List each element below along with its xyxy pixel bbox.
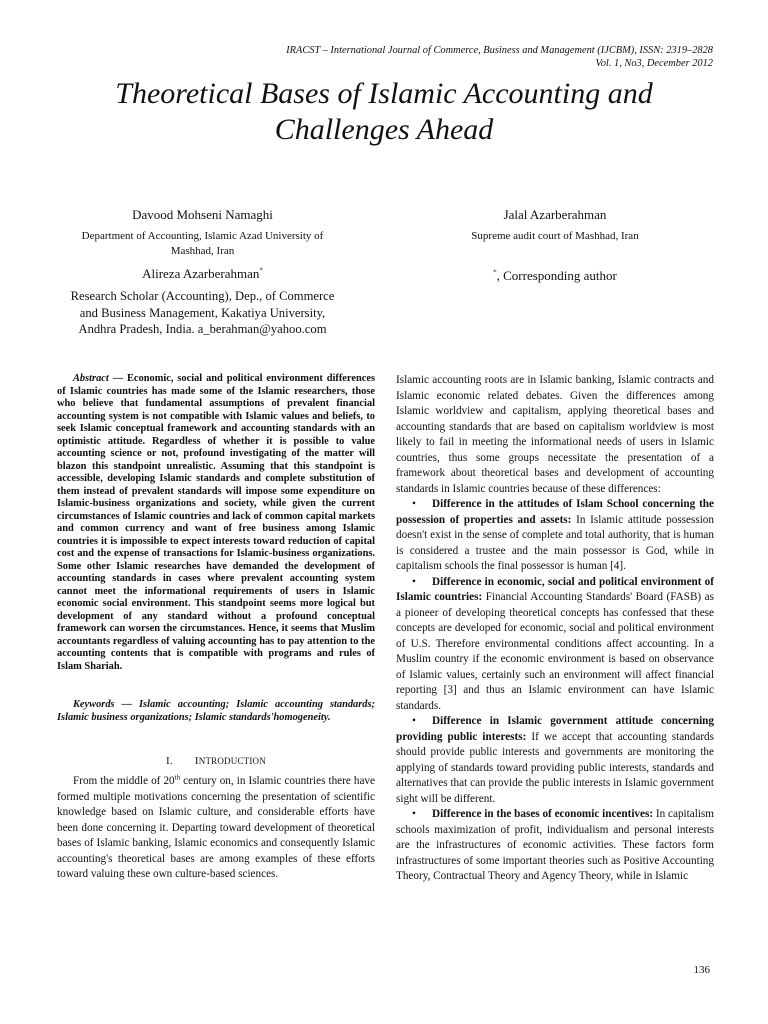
section-title: NTRODUCTION bbox=[198, 756, 266, 766]
abstract-label: Abstract bbox=[73, 373, 109, 384]
title-line-2: Challenges Ahead bbox=[274, 113, 494, 146]
bullet-heading: Difference in the bases of economic incentives: bbox=[432, 808, 654, 820]
title-line-1: Theoretical Bases of Islamic Accounting and bbox=[115, 77, 653, 110]
section-number: I. bbox=[166, 755, 173, 767]
bullet-icon: • bbox=[412, 575, 416, 588]
intro-text-part: From the middle of 20 bbox=[73, 775, 175, 787]
corresponding-note bbox=[400, 268, 710, 284]
bullet-text: If we accept that accounting standards should provide public interests and governments are monitoring the applying of standards toward providing public interests, standards and alternatives that can provide the public interests in Islamic government sight will be different. bbox=[396, 730, 714, 805]
section-initial: I bbox=[194, 755, 199, 767]
corresponding-star: * bbox=[259, 266, 263, 275]
bullet-heading: Difference in the attitudes of Islam School concerning the possession of properties and assets: bbox=[396, 498, 714, 526]
keywords bbox=[57, 699, 375, 724]
intro-paragraph bbox=[57, 774, 375, 883]
bullet-heading: Difference in economic, social and political environment of Islamic countries: bbox=[396, 575, 714, 603]
abstract bbox=[57, 373, 375, 673]
bullet-icon: • bbox=[412, 498, 416, 510]
paper-title bbox=[60, 76, 708, 148]
page-number: 136 bbox=[693, 964, 710, 976]
author-affiliation: Supreme audit court of Mashhad, Iran bbox=[471, 230, 639, 242]
bullet-icon: • bbox=[412, 715, 416, 727]
keywords-text: Keywords — Islamic accounting; Islamic accounting standards; Islamic business organizations; Islamic standards'homogeneity. bbox=[57, 699, 375, 723]
bullet-text: Financial Accounting Standards' Board (FASB) as a pioneer of developing theoretical concepts has confessed that these concepts are developed for economic, social and political environment of U.S. Therefore environmental conditions affect accounting. In a Muslim country if the economic environment is based on observance of Islamic values, certainly such an environment will affect financial reporting [3] and thus an Islamic environment can have Islamic standards. bbox=[396, 591, 714, 712]
author-name bbox=[40, 266, 365, 282]
right-intro-paragraph: Islamic accounting roots are in Islamic banking, Islamic contracts and Islamic economic related debates. Given the differences among Islamic worldview and capitalism, applying theoretical bases and accounting standards that are based on capitalism worldview is most likely to fail in meeting the informational needs of users in Islamic countries, thus some groups necessitate the presentation of a framework about theoretical bases and development of accounting standards in Islamic countries because of these differences: bbox=[396, 374, 714, 495]
author-name: Davood Mohseni Namaghi bbox=[132, 207, 273, 222]
author-1 bbox=[40, 207, 365, 259]
bullet-icon: • bbox=[412, 808, 416, 820]
author-affiliation bbox=[40, 288, 365, 338]
corresponding-label: , Corresponding author bbox=[496, 268, 617, 283]
affiliation-line: Department of Accounting, Islamic Azad University of bbox=[81, 230, 324, 242]
journal-header bbox=[113, 44, 713, 70]
corresponding-text bbox=[400, 268, 710, 284]
affiliation-line: and Business Management, Kakatiya University, bbox=[79, 305, 326, 320]
bullet-item bbox=[396, 807, 714, 885]
bullet-item bbox=[396, 575, 714, 715]
author-name-text: Alireza Azarberahman bbox=[142, 266, 260, 281]
corresponding-star: * bbox=[493, 268, 497, 277]
affiliation-line: Research Scholar (Accounting), Dep., of Commerce bbox=[70, 289, 335, 303]
bullet-heading: Difference in Islamic government attitude concerning providing public interests: bbox=[396, 715, 714, 743]
bullet-text: In Islamic attitude possession doesn't exist in the sense of complete and total authority, that is human is considered a trustee and the main possessor is God, while in capitalism schools the final possessor is human [4]. bbox=[396, 513, 714, 572]
intro-text-part: century on, in Islamic countries there have formed multiple motivations concerning the presentation of scientific knowledge based on Islamic culture, and considerable efforts have been done concerning it. Departing toward development of theoretical bases of Islamic banking, Islamic economics and consequently Islamic accounting's theoretical bases are among examples of these efforts toward valuing these own culture-based sciences. bbox=[57, 775, 375, 880]
affiliation-line: Mashhad, Iran bbox=[170, 245, 235, 257]
journal-volume: Vol. 1, No3, December 2012 bbox=[595, 58, 713, 69]
abstract-dash: — bbox=[108, 373, 127, 384]
journal-name: IRACST – International Journal of Commerce, Business and Management (IJCBM), ISSN: 2319–2828 bbox=[286, 45, 713, 56]
right-column bbox=[396, 373, 714, 885]
left-column bbox=[57, 373, 375, 883]
author-affiliation bbox=[40, 229, 365, 259]
author-2 bbox=[400, 207, 710, 244]
superscript: th bbox=[174, 773, 181, 782]
author-3 bbox=[40, 266, 365, 338]
section-heading-introduction bbox=[57, 754, 375, 768]
affiliation-line: Andhra Pradesh, India. a_berahman@yahoo.com bbox=[78, 322, 327, 336]
bullet-text: In capitalism schools maximization of profit, individualism and personal interests are the infrastructures of economic activities. These factors form infrastructures of some important theories such as Positive Accounting Theory, Contractual Theory and Agency Theory, while in Islamic bbox=[396, 808, 714, 882]
author-name: Jalal Azarberahman bbox=[503, 207, 607, 222]
bullet-item bbox=[396, 497, 714, 575]
abstract-text: Economic, social and political environment differences of Islamic countries has made some of the Islamic researchers, those who believe that fundamental assumptions of prevalent financial accounting system is not compatible with Islamic values and beliefs, to seek Islamic conceptual framework and accounting standards with an optimistic attitude. Regardless of whether it is possible to value accounting science or not, profound investigating of the matter will blazon this standpoint unrealistic. Assuming that this standpoint is accessible, developing Islamic standards and complete substitution of them instead of prevalent standards will impose some expenditure on Islamic-business organizations and society, while given the current circumstances of Islamic countries and lack of common capital markets and common currency and want of free business among Islamic countries it is impossible to expect interests toward reduction of capital cost and the expense of transactions for Islamic-business organizations. Some other Islamic researches have demanded the development of accounting standards in cases where prevalent accounting system cannot meet the informational requirements of users in Islamic economic social environment. This standpoint seems more logical but development of any standard without a profound conceptual framework can worsen the circumstances. Hence, it seems that Muslim accountants regardless of valuing accounting has to pay attention to the accounting contents that is compatible with programs and rules of Islam Shariah. bbox=[57, 373, 375, 672]
bullet-item bbox=[396, 714, 714, 807]
